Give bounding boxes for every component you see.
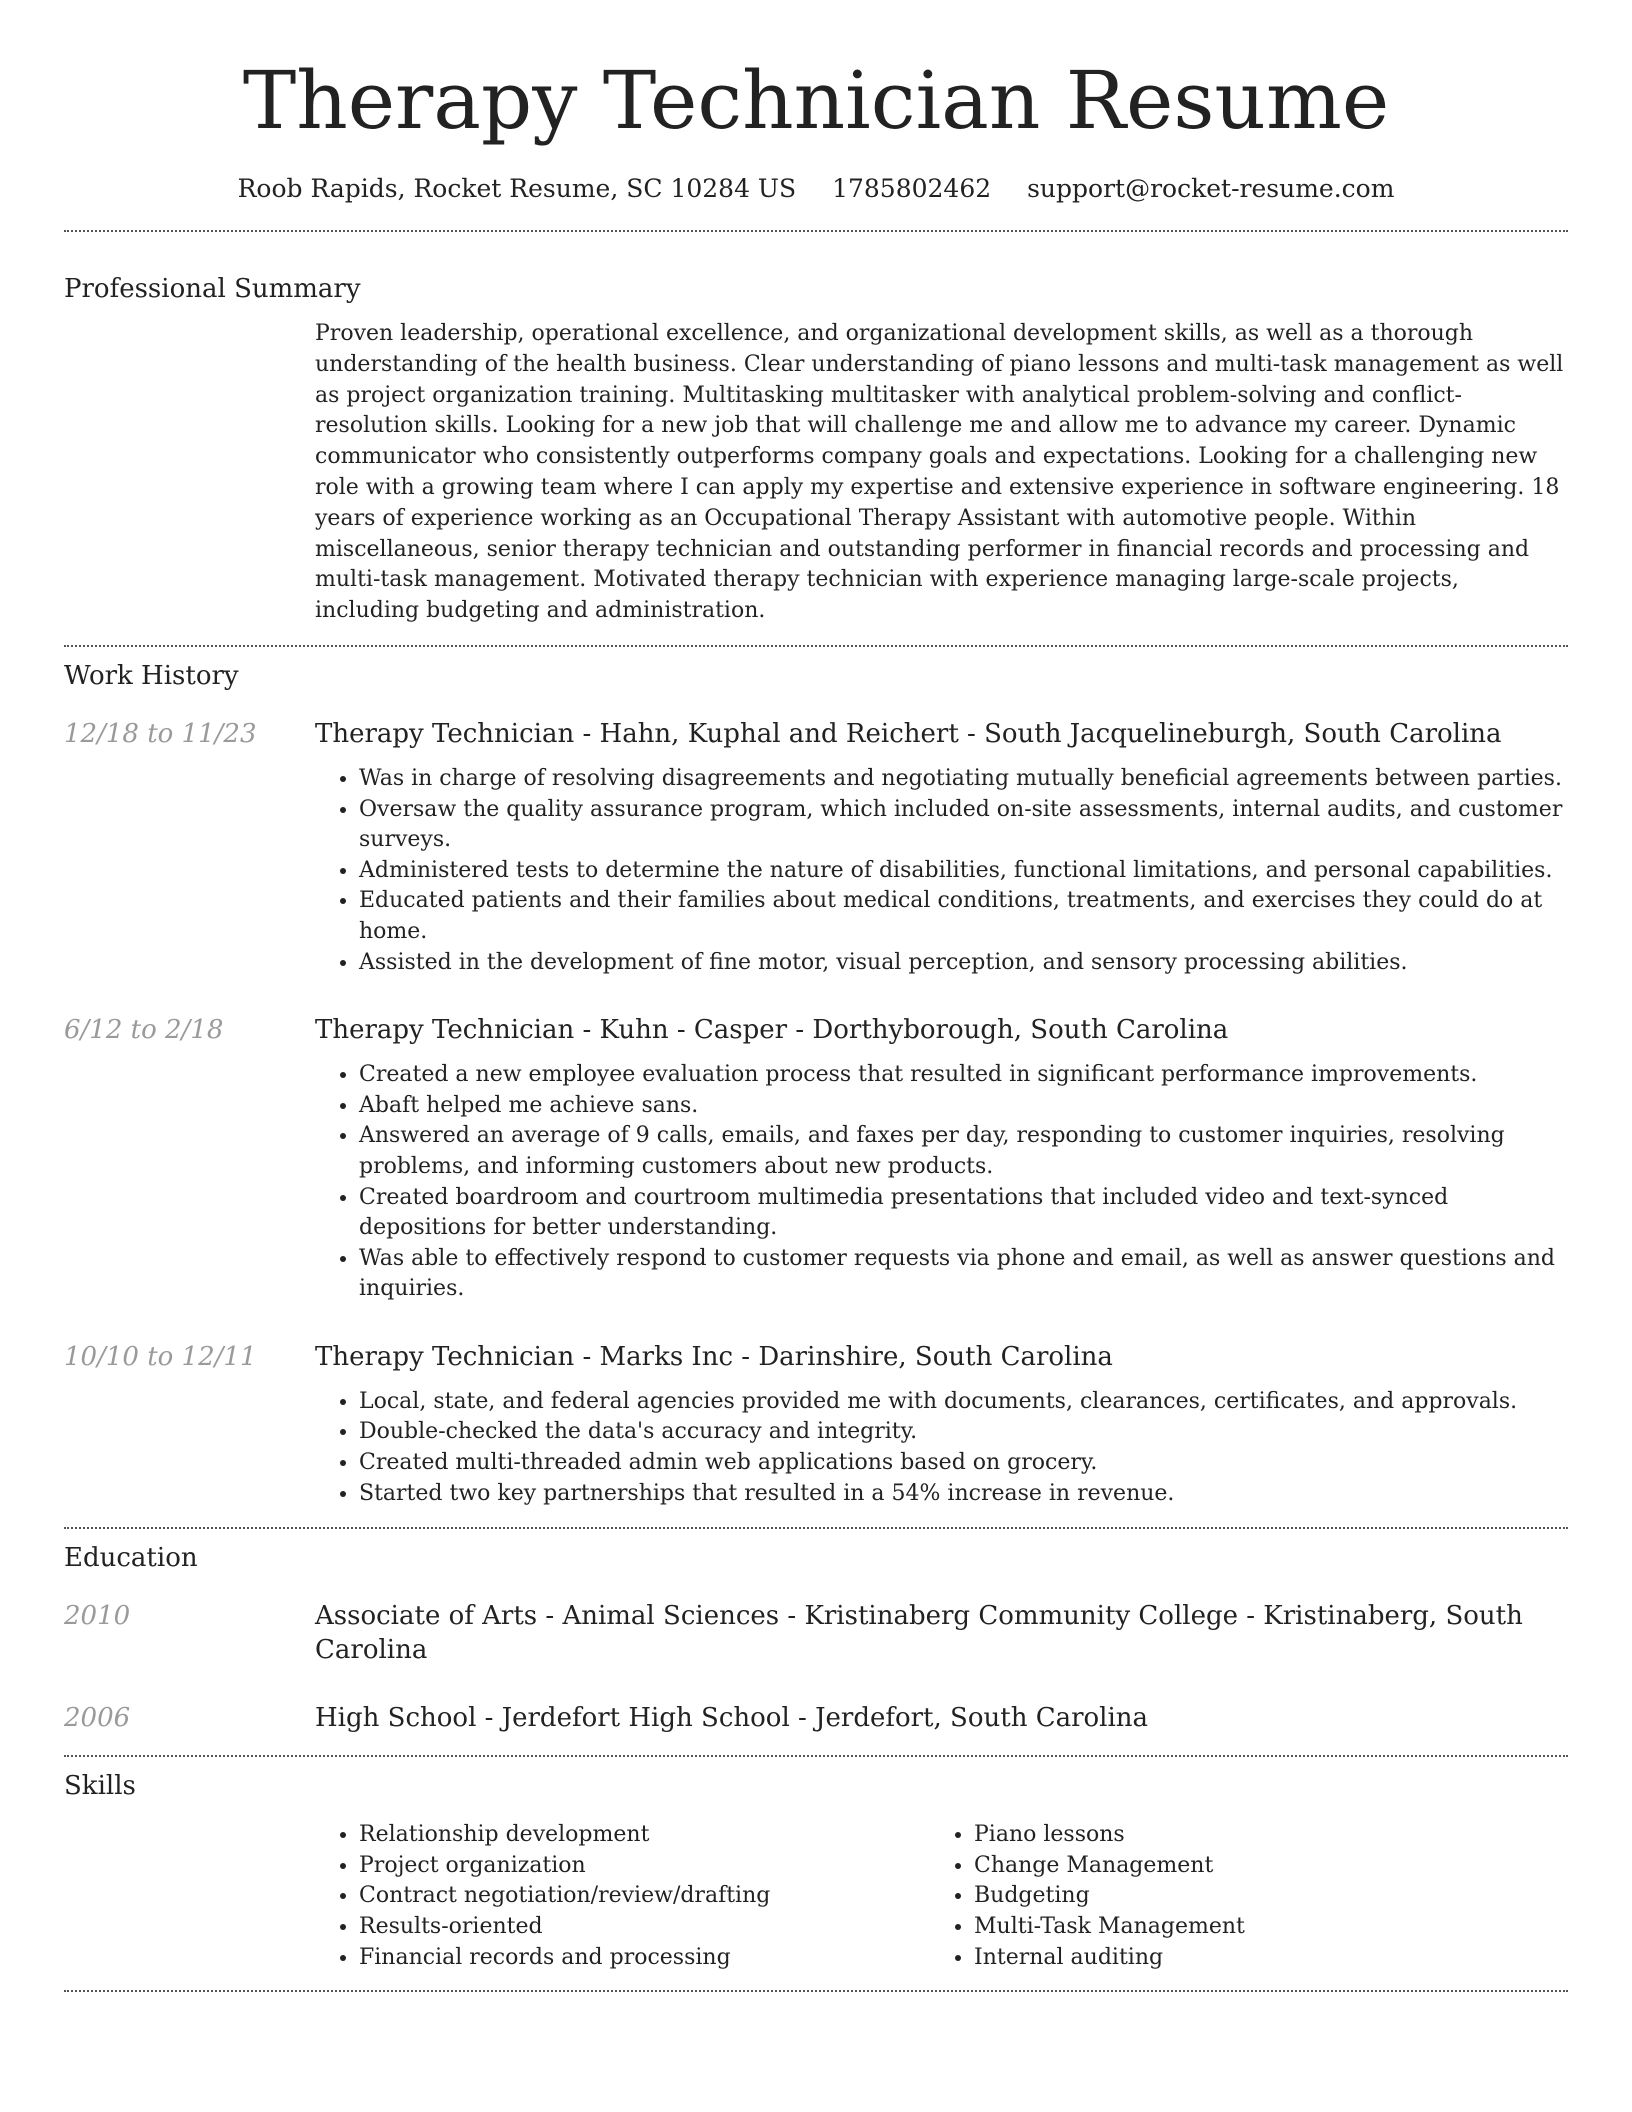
education-section (64, 1541, 1568, 1735)
job-title: Therapy Technician - Kuhn - Casper - Dorthyborough, South Carolina (315, 1015, 1229, 1046)
work-section (64, 659, 1568, 1509)
list-item: • Created a new employee evaluation process that resulted in significant performance improvements. (359, 1060, 1568, 1091)
job-bullets (315, 764, 1568, 978)
skill-item: • Results-oriented (359, 1912, 930, 1943)
list-item: • Started two key partnerships that resulted in a 54% increase in revenue. (359, 1479, 1568, 1510)
summary-section (64, 272, 1568, 627)
skills-list-left (315, 1820, 930, 1973)
job-dates: 10/10 to 12/11 (64, 1341, 257, 1372)
list-item: • Created boardroom and courtroom multimedia presentations that included video and text-synced depositions for better understanding. (359, 1183, 1568, 1244)
job-title: Therapy Technician - Marks Inc - Darinshire, South Carolina (315, 1341, 1113, 1372)
summary-text: Proven leadership, operational excellence, and organizational development skills, as well as a thorough understanding of the health business. Clear understanding of piano lessons and multi-task management as well as project organization training. Multitasking multitasker with analytical problem-solving and conflict-resolution skills. Looking for a new job that will challenge me and allow me to advance my career. Dynamic communicator who consistently outperforms company goals and expectations. Looking for a challenging new role with a growing team where I can apply my expertise and extensive experience in software engineering. 18 years of experience working as an Occupational Therapy Assistant with automotive people. Within miscellaneous, senior therapy technician and outstanding performer in financial records and processing and multi-task management. Motivated therapy technician with experience managing large-scale projects, including budgeting and administration. (315, 321, 1564, 624)
list-item: • Double-checked the data's accuracy and integrity. (359, 1417, 1568, 1448)
job-bullets (315, 1060, 1568, 1305)
divider (64, 1755, 1568, 1757)
list-item: • Created multi-threaded admin web applications based on grocery. (359, 1448, 1568, 1479)
skill-item: • Relationship development (359, 1820, 930, 1851)
contact-address: Roob Rapids, Rocket Resume, SC 10284 US (237, 174, 797, 203)
skill-item: • Budgeting (974, 1881, 1545, 1912)
skills-heading: Skills (64, 1771, 136, 1802)
resume-title: Therapy Technician Resume (242, 54, 1390, 147)
job-entry (64, 1340, 1568, 1509)
divider (64, 1990, 1568, 1992)
skill-item: • Piano lessons (974, 1820, 1545, 1851)
education-entry (64, 1701, 1568, 1735)
list-item: • Local, state, and federal agencies provided me with documents, clearances, certificates, and approvals. (359, 1387, 1568, 1418)
contact-line (64, 173, 1568, 205)
education-degree: Associate of Arts - Animal Sciences - Kristinaberg Community College - Kristinaberg, South Carolina (315, 1601, 1523, 1666)
education-heading: Education (64, 1543, 198, 1574)
skill-item: • Project organization (359, 1851, 930, 1882)
skills-section (64, 1769, 1568, 1973)
job-title: Therapy Technician - Hahn, Kuphal and Reichert - South Jacquelineburgh, South Carolina (315, 718, 1502, 749)
list-item: • Educated patients and their families about medical conditions, treatments, and exercises they could do at home. (359, 886, 1568, 947)
contact-phone: 1785802462 (832, 174, 992, 203)
list-item: • Assisted in the development of fine motor, visual perception, and sensory processing abilities. (359, 948, 1568, 979)
divider (64, 645, 1568, 647)
divider (64, 230, 1568, 232)
list-item: • Abaft helped me achieve sans. (359, 1091, 1568, 1122)
education-degree: High School - Jerdefort High School - Jerdefort, South Carolina (315, 1703, 1149, 1734)
job-entry (64, 1013, 1568, 1305)
job-dates: 12/18 to 11/23 (64, 718, 257, 749)
list-item: • Oversaw the quality assurance program, which included on-site assessments, internal audits, and customer surveys. (359, 795, 1568, 856)
skill-item: • Change Management (974, 1851, 1545, 1882)
work-heading: Work History (64, 660, 239, 691)
education-year: 2010 (64, 1601, 131, 1632)
contact-email: support@rocket-resume.com (1027, 174, 1395, 203)
list-item: • Answered an average of 9 calls, emails, and faxes per day, responding to customer inquiries, resolving problems, and informing customers about new products. (359, 1121, 1568, 1182)
education-entry (64, 1599, 1568, 1667)
education-year: 2006 (64, 1703, 131, 1734)
list-item: • Was in charge of resolving disagreements and negotiating mutually beneficial agreements between parties. (359, 764, 1568, 795)
skills-list-right (930, 1820, 1545, 1973)
resume-page (64, 0, 1568, 1992)
summary-heading: Professional Summary (64, 274, 361, 304)
divider (64, 1527, 1568, 1529)
job-entry (64, 717, 1568, 978)
job-bullets (315, 1387, 1568, 1509)
skill-item: • Financial records and processing (359, 1943, 930, 1974)
summary-spacer (64, 319, 315, 627)
list-item: • Administered tests to determine the nature of disabilities, functional limitations, and personal capabilities. (359, 856, 1568, 887)
list-item: • Was able to effectively respond to customer requests via phone and email, as well as answer questions and inquiries. (359, 1244, 1568, 1305)
job-dates: 6/12 to 2/18 (64, 1015, 224, 1046)
skill-item: • Internal auditing (974, 1943, 1545, 1974)
skill-item: • Multi-Task Management (974, 1912, 1545, 1943)
skill-item: • Contract negotiation/review/drafting (359, 1881, 930, 1912)
